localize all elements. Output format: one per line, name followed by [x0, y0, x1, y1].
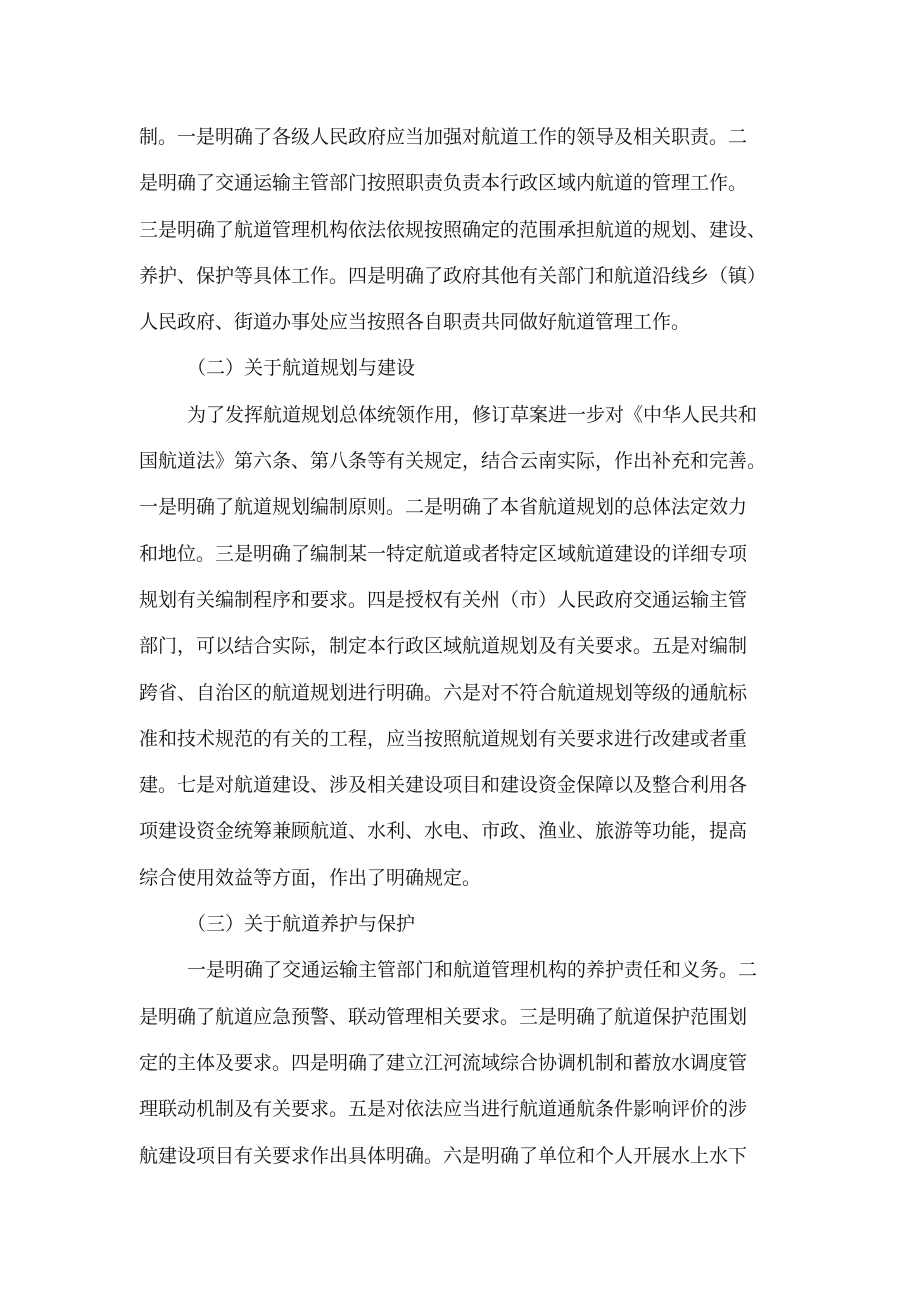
document-body — [139, 114, 799, 1179]
paragraph-line: 一是明确了交通运输主管部门和航道管理机构的养护责任和义务。二 — [187, 959, 758, 982]
paragraph-line: 规划有关编制程序和要求。四是授权有关州（市）人民政府交通运输主管 — [139, 588, 748, 611]
paragraph-line: 航建设项目有关要求作出具体明确。六是明确了单位和个人开展水上水下 — [139, 1144, 748, 1167]
section-heading-3: （三）关于航道养护与保护 — [187, 913, 416, 936]
paragraph-line: 人民政府、街道办事处应当按照各自职责共同做好航道管理工作。 — [139, 311, 691, 334]
paragraph-line: 三是明确了航道管理机构依法依规按照确定的范围承担航道的规划、建设、 — [139, 218, 767, 241]
paragraph-line: 准和技术规范的有关的工程，应当按照航道规划有关要求进行改建或者重 — [139, 727, 748, 750]
paragraph-line: 制。一是明确了各级人民政府应当加强对航道工作的领导及相关职责。二 — [139, 126, 748, 148]
paragraph-line: 和地位。三是明确了编制某一特定航道或者特定区域航道建设的详细专项 — [139, 542, 748, 565]
paragraph-line: 建。七是对航道建设、涉及相关建设项目和建设资金保障以及整合利用各 — [139, 774, 748, 797]
section-heading-2: （二）关于航道规划与建设 — [187, 357, 416, 380]
paragraph-line: 项建设资金统筹兼顾航道、水利、水电、市政、渔业、旅游等功能，提高 — [139, 820, 748, 843]
paragraph-line: 部门，可以结合实际，制定本行政区域航道规划及有关要求。五是对编制 — [139, 635, 748, 658]
paragraph-line: 是明确了交通运输主管部门按照职责负责本行政区域内航道的管理工作。 — [139, 172, 748, 195]
paragraph-line: 为了发挥航道规划总体统领作用，修订草案进一步对《中华人民共和 — [187, 403, 758, 426]
paragraph-line: 国航道法》第六条、第八条等有关规定，结合云南实际，作出补充和完善。 — [139, 450, 767, 473]
paragraph-line: 跨省、自治区的航道规划进行明确。六是对不符合航道规划等级的通航标 — [139, 681, 748, 704]
paragraph-1 — [139, 114, 799, 345]
paragraph-line: 综合使用效益等方面，作出了明确规定。 — [139, 866, 482, 889]
paragraph-line: 养护、保护等具体工作。四是明确了政府其他有关部门和航道沿线乡（镇） — [139, 264, 767, 287]
paragraph-line: 定的主体及要求。四是明确了建立江河流域综合协调机制和蓄放水调度管 — [139, 1051, 748, 1074]
paragraph-3 — [139, 947, 799, 1178]
paragraph-line: 一是明确了航道规划编制原则。二是明确了本省航道规划的总体法定效力 — [139, 496, 748, 519]
paragraph-line: 是明确了航道应急预警、联动管理相关要求。三是明确了航道保护范围划 — [139, 1005, 748, 1028]
paragraph-line: 理联动机制及有关要求。五是对依法应当进行航道通航条件影响评价的涉 — [139, 1098, 748, 1121]
paragraph-2 — [139, 392, 799, 901]
